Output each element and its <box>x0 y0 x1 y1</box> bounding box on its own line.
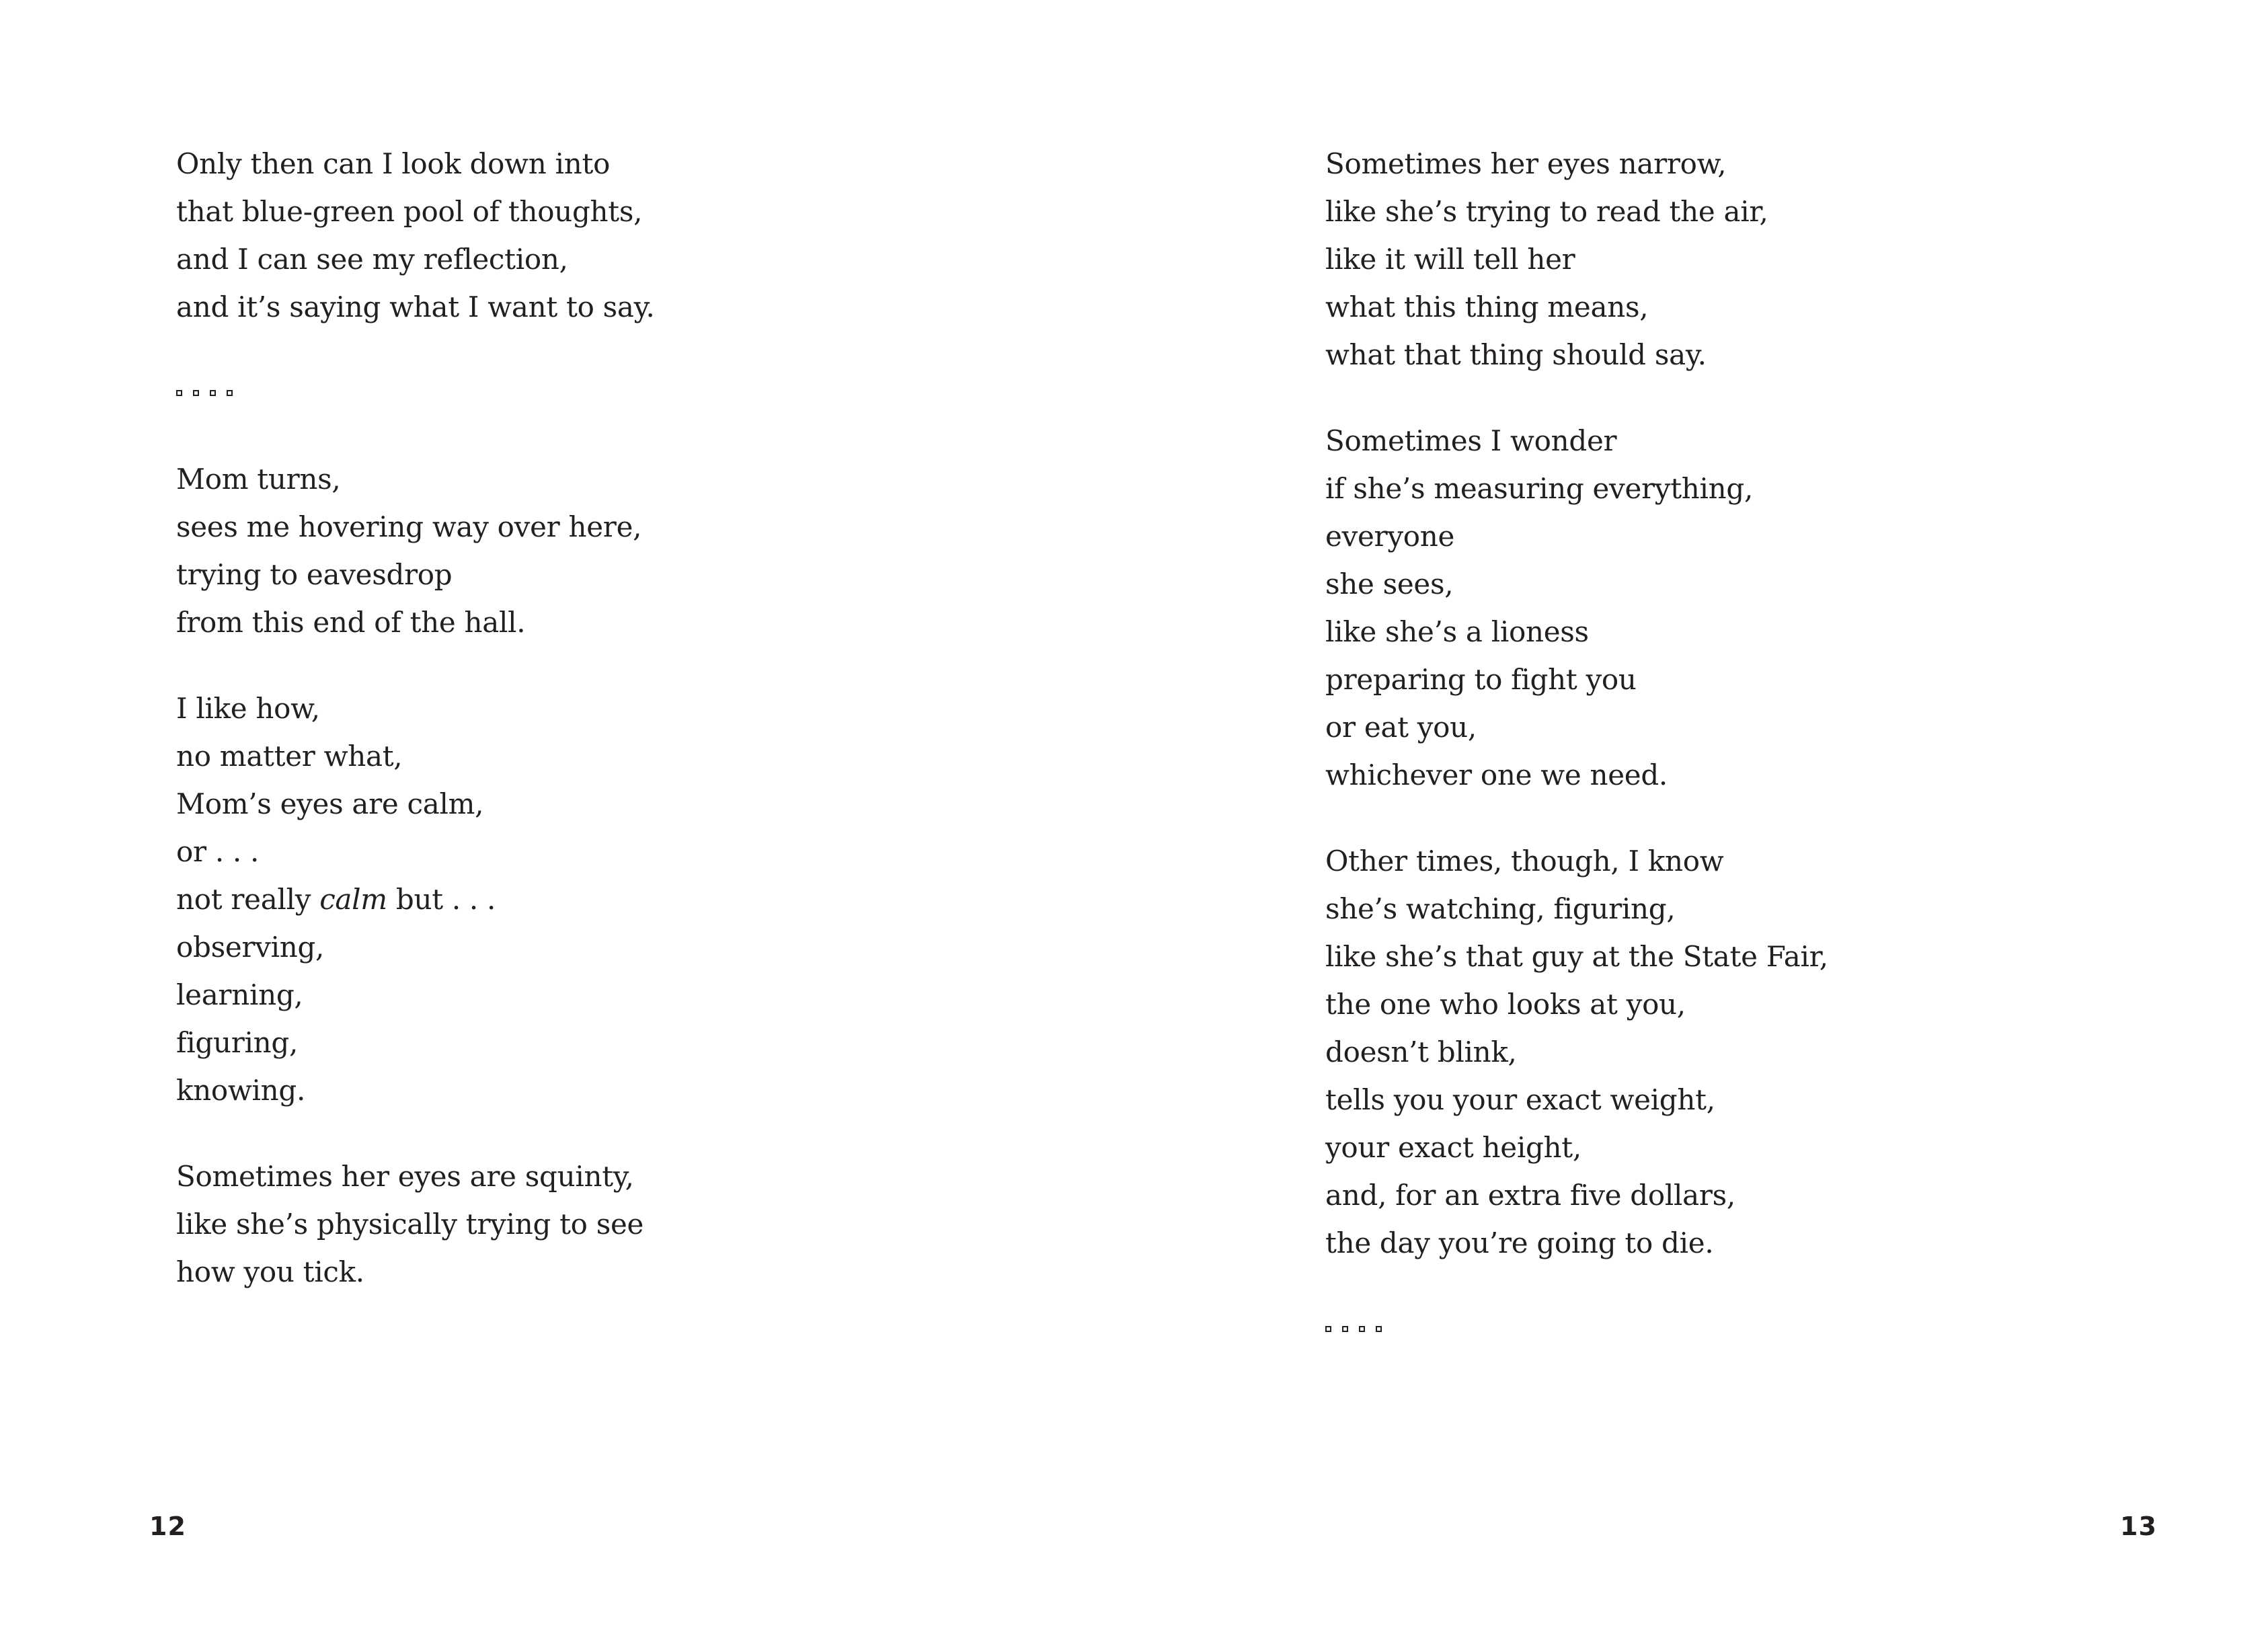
poem-line: she’s watching, figuring, <box>1325 892 1676 925</box>
square-icon <box>193 390 199 396</box>
square-icon <box>210 390 216 396</box>
square-icon <box>176 390 182 396</box>
left-poem-column <box>176 140 655 1334</box>
poem-line <box>176 875 655 923</box>
poem-line: what that thing should say. <box>1325 338 1707 371</box>
poem-line: if she’s measuring everything, <box>1325 472 1754 505</box>
poem-line: or . . . <box>176 835 260 868</box>
square-icon <box>227 390 233 396</box>
poem-line: doesn’t blink, <box>1325 1036 1517 1068</box>
poem-line: she sees, <box>1325 568 1454 600</box>
poem-line: everyone <box>1325 520 1455 553</box>
poem-line: that blue-green pool of thoughts, <box>176 195 643 228</box>
poem-line: Sometimes her eyes narrow, <box>1325 147 1727 180</box>
poem-line: the one who looks at you, <box>1325 988 1686 1021</box>
stanza-reflection <box>176 140 655 331</box>
stanza-squinty <box>176 1153 655 1296</box>
poem-line: Sometimes I wonder <box>1325 424 1617 457</box>
poem-line: Sometimes her eyes are squinty, <box>176 1160 634 1193</box>
poem-line: like she’s that guy at the State Fair, <box>1325 940 1828 973</box>
poem-line: like she’s trying to read the air, <box>1325 195 1768 228</box>
right-poem-column <box>1325 140 1828 1391</box>
poem-line: I like how, <box>176 692 320 725</box>
poem-line: like she’s a lioness <box>1325 615 1589 648</box>
poem-line: observing, <box>176 931 325 964</box>
poem-line: or eat you, <box>1325 711 1477 744</box>
line-text: but . . . <box>387 883 496 916</box>
poem-line: Other times, though, I know <box>1325 845 1724 877</box>
poem-line: and, for an extra five dollars, <box>1325 1179 1735 1212</box>
right-page <box>1134 0 2268 1640</box>
section-break-icon <box>176 369 655 417</box>
poem-line: tells you your exact weight, <box>1325 1083 1715 1116</box>
poem-line: preparing to fight you <box>1325 663 1637 696</box>
poem-line: what this thing means, <box>1325 290 1649 323</box>
poem-line: whichever one we need. <box>1325 758 1668 791</box>
poem-line: and it’s saying what I want to say. <box>176 290 655 323</box>
square-icon <box>1325 1326 1331 1332</box>
poem-line: how you tick. <box>176 1255 364 1288</box>
poem-line: Mom’s eyes are calm, <box>176 787 484 820</box>
poem-line: knowing. <box>176 1074 306 1107</box>
page-number: 13 <box>2120 1512 2157 1541</box>
poem-line: Mom turns, <box>176 463 341 496</box>
poem-line: no matter what, <box>176 740 403 773</box>
poem-line: and I can see my reflection, <box>176 243 568 276</box>
poem-line: like she’s physically trying to see <box>176 1208 644 1241</box>
line-text: not really <box>176 883 320 916</box>
poem-line: the day you’re going to die. <box>1325 1226 1714 1259</box>
page-number: 12 <box>149 1512 186 1541</box>
stanza-mom-turns <box>176 455 655 646</box>
stanza-moms-eyes <box>176 685 655 1114</box>
poem-line: sees me hovering way over here, <box>176 510 642 543</box>
italic-word: calm <box>319 883 387 916</box>
stanza-state-fair <box>1325 837 1828 1267</box>
poem-line: like it will tell her <box>1325 243 1575 276</box>
poem-line: from this end of the hall. <box>176 606 526 639</box>
square-icon <box>1376 1326 1382 1332</box>
poem-line: your exact height, <box>1325 1131 1581 1164</box>
poem-line: Only then can I look down into <box>176 147 611 180</box>
poem-line: learning, <box>176 978 303 1011</box>
section-break-icon <box>1325 1305 1828 1353</box>
poem-line: trying to eavesdrop <box>176 558 453 591</box>
square-icon <box>1359 1326 1365 1332</box>
stanza-lioness <box>1325 417 1828 799</box>
poem-line: figuring, <box>176 1026 299 1059</box>
square-icon <box>1342 1326 1348 1332</box>
stanza-eyes-narrow <box>1325 140 1828 379</box>
